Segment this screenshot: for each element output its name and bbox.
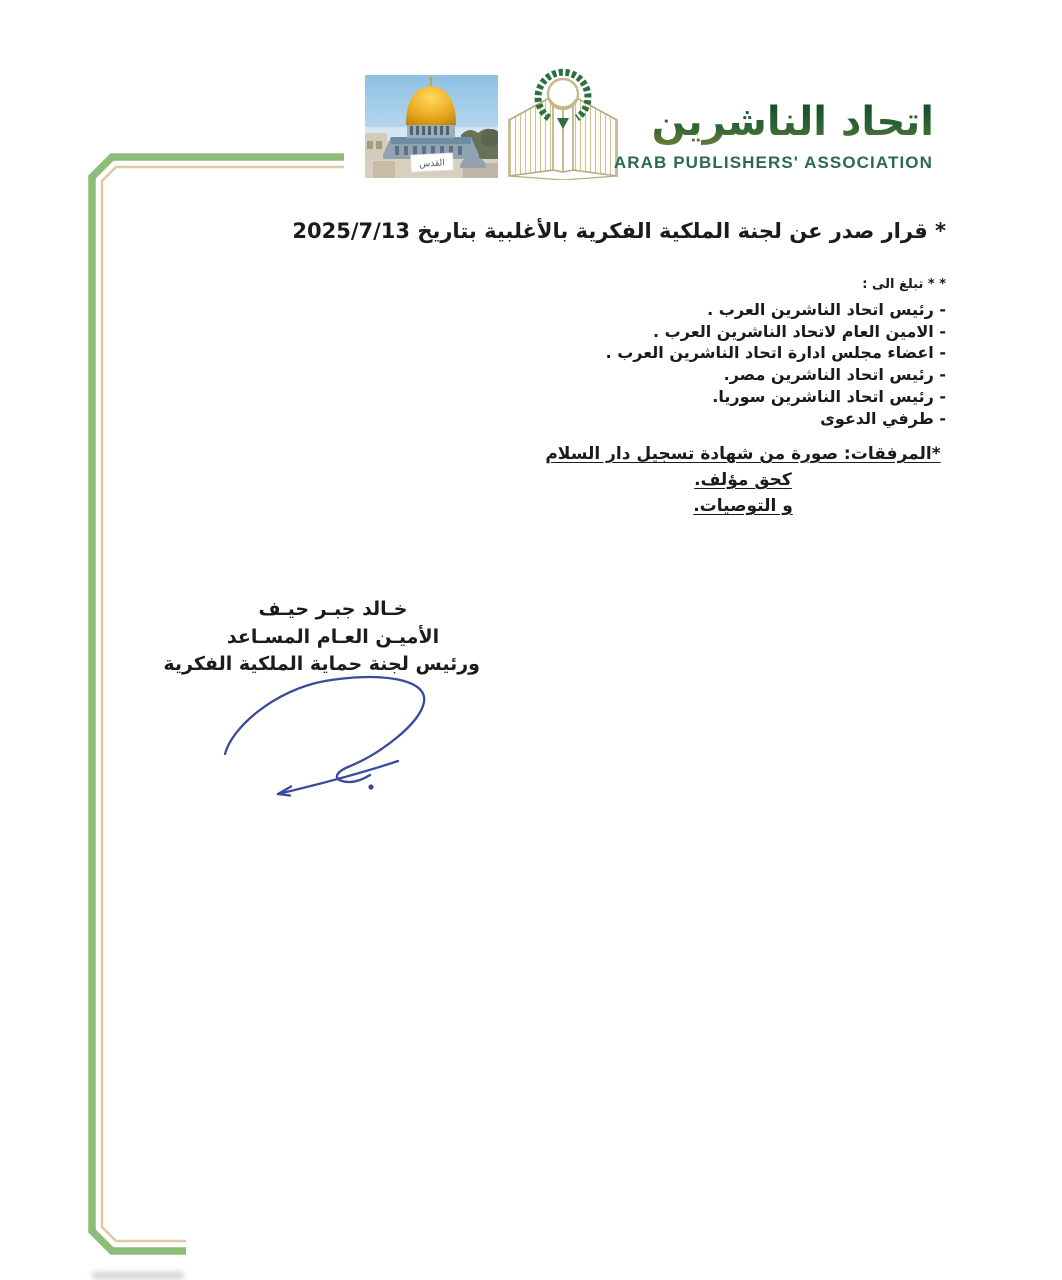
recipient-item: - رئيس اتحاد الناشرين مصر. [723, 365, 946, 385]
recipient-item: - الامين العام لاتحاد الناشرين العرب . [653, 321, 946, 341]
attachments-note [536, 441, 950, 519]
scan-artifact [92, 1272, 184, 1279]
handwritten-signature [200, 672, 510, 812]
notify-list [606, 277, 946, 429]
attachments-line-2: و التوصيات. [693, 496, 793, 516]
attachments-line-1: *المرفقات: صورة من شهادة تسجيل دار السلام كحق مؤلف. [545, 444, 941, 490]
org-name-arabic: اتحاد الناشرين العرب [616, 92, 934, 156]
recipient-item: - اعضاء مجلس ادارة اتحاد الناشرين العرب . [605, 343, 946, 363]
signer-title-2: ورئيس لجنة حماية الملكية الفكرية [163, 653, 480, 675]
notify-list-header: * * تبلغ الى : [862, 277, 946, 292]
signer-name: خـالد جبـر حيـف [258, 598, 408, 620]
org-name-english: ARAB PUBLISHERS' ASSOCIATION [613, 153, 933, 172]
recipient-item: - طرفي الدعوى [820, 408, 946, 428]
signer-block [163, 596, 480, 679]
signer-title-1: الأميـن العـام المسـاعد [226, 625, 440, 648]
recipient-item: - رئيس اتحاد الناشرين سوريا. [712, 386, 946, 406]
photo-caption: القدس [419, 158, 446, 170]
recipient-item: - رئيس اتحاد الناشرين العرب . [707, 300, 946, 319]
dome-of-the-rock-photo [365, 75, 498, 178]
decision-heading: * قرار صدر عن لجنة الملكية الفكرية بالأغلبية بتاريخ 2025/7/13 [292, 219, 946, 243]
